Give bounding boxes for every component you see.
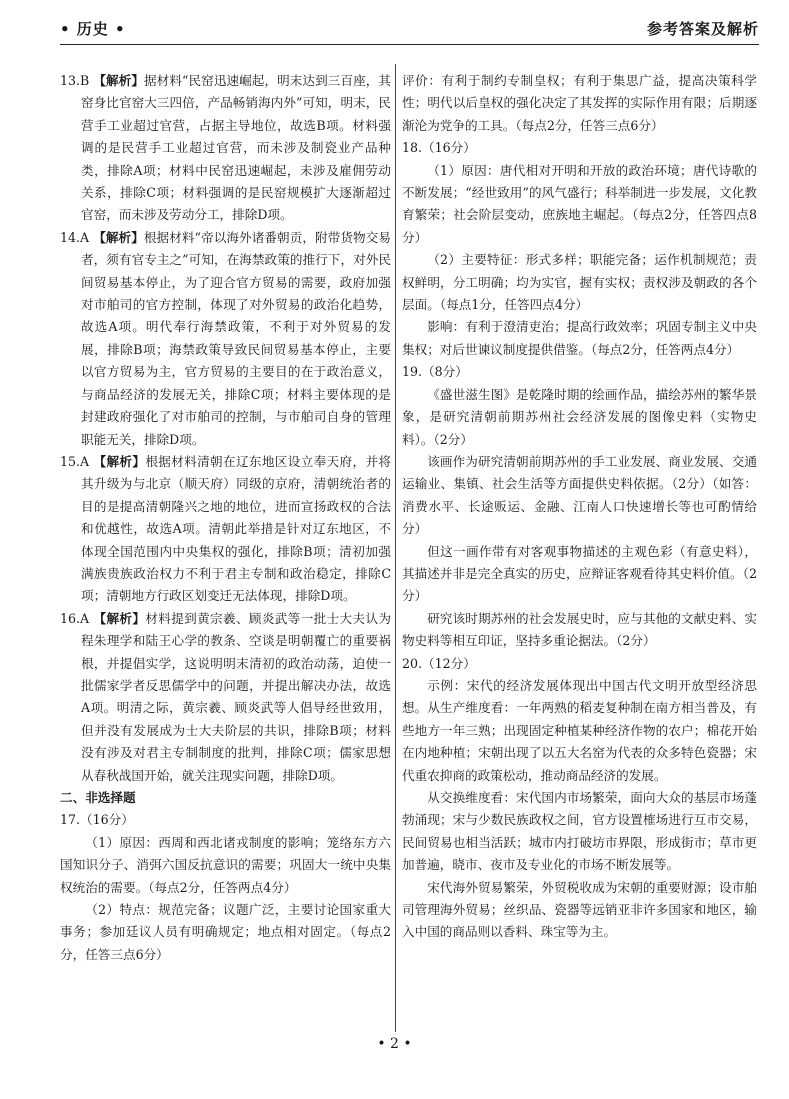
q17-evaluation: 评价：有利于制约专制皇权；有利于集思广益，提高决策科学性；明代以后皇权的强化决定了其发挥的实际作用有限；后期逐渐沦为党争的工具。（每点2分，任答三点6分） — [402, 73, 757, 133]
answer-letter: B — [80, 73, 90, 88]
page-header — [60, 14, 759, 42]
q19-part2: 该画作为研究清朝前期苏州的手工业发展、商业发展、交通运输业、集镇、社会生活等方面提供史料依据。（2分）（如答：消费水平、长途贩运、金融、江南人口快速增长等也可酌情给分） — [402, 453, 757, 537]
question-number: 15. — [60, 453, 81, 469]
question-20-heading: 20.（12分） — [402, 655, 476, 671]
question-15 — [60, 451, 391, 608]
left-column — [60, 70, 391, 966]
section-heading: 二、非选择题 — [60, 790, 136, 805]
analysis-tag: 【解析】 — [93, 610, 146, 626]
q19-part1: 《盛世滋生图》是乾隆时期的绘画作品，描绘苏州的繁华景象，是研究清朝前期苏州社会经济发展的图像史料（实物史料）。（2分） — [402, 386, 757, 447]
q18-part3: 影响：有利于澄清吏治；提高行政效率；巩固专制主义中央集权；对后世谏议制度提供借鉴。（每点2分，任答两点4分） — [402, 319, 757, 357]
q20-part1: 示例：宋代的经济发展体现出中国古代文明开放型经济思想。从生产维度看：一年两熟的稻麦复种制在南方相当普及，有些地方一年三熟；出现固定种植某种经济作物的农户；棉花开始在内地种植；宋朝出现了以五大名窑为代表的众多特色瓷器；宋代重农抑商的政策松动，推动商品经济的发展。 — [402, 677, 757, 783]
q19-part3: 但这一画作带有对客观事物描述的主观色彩（有意史料），其描述并非是完全真实的历史，应辩证客观看待其史料价值。（2分） — [402, 543, 757, 604]
analysis-text: 根据材料“帝以海外诸番朝贡，附带货物交易者，须有官专主之”可知，在海禁政策的推行下，对外民间贸易基本停止，为了迎合官方贸易的需要，政府加强对市舶司的官方控制，体现了对外贸易的政治化趋势，故选A项。明代奉行海禁政策，不利于对外贸易的发展，排除B项；海禁政策导致民间贸易基本停止，主要以官方贸易为主，官方贸易的主要目的在于政治意义，与商品经济的发展无关，排除C项；材料主要体现的是封建政府强化了对市舶司的控制，与市舶司自身的管理职能无关，排除D项。 — [81, 229, 391, 447]
q17-part2: （2）特点：规范完备；议题广泛，主要讨论国家重大事务；参加廷议人员有明确规定；地点相对固定。（每点2分，任答三点6分） — [60, 902, 391, 962]
question-14 — [60, 227, 391, 451]
question-16 — [60, 608, 391, 787]
subject-label: • 历史 • — [60, 20, 126, 38]
question-number: 16. — [60, 610, 81, 626]
q18-part2: （2）主要特征：形式多样；职能完备；运作机制规范；责权鲜明，分工明确；均为实官，握有实权；责权涉及朝政的各个层面。（每点1分，任答四点4分） — [402, 252, 757, 313]
column-divider — [395, 64, 396, 1032]
q20-part2: 从交换维度看：宋代国内市场繁荣，面向大众的基层市场蓬勃涌现；宋与少数民族政权之间，官方设置榷场进行互市交易，民间贸易也相当活跃；城市内打破坊市界限，形成街市；草市更加普遍，晓市、夜市及专业化的市场不断发展等。 — [402, 790, 757, 873]
answer-letter: A — [80, 610, 90, 626]
analysis-tag: 【解析】 — [93, 73, 145, 88]
question-number: 13. — [60, 73, 81, 88]
analysis-text: 材料提到黄宗羲、顾炎武等一批士大夫认为程朱理学和陆王心学的教条、空谈是明朝覆亡的重要祸根，并提倡实学，这说明明末清初的政治动荡，迫使一批儒家学者反思儒学中的问题，并提出解决办法，故选A项。明清之际，黄宗羲、顾炎武等人倡导经世致用，但并没有发展成为士大夫阶层的共识，排除B项；材料没有涉及对君主专制制度的批判，排除C项；儒家思想从春秋战国开始，就关注现实问题，排除D项。 — [81, 610, 392, 783]
analysis-text: 根据材料清朝在辽东地区设立奉天府，并将其升级为与北京（顺天府）同级的京府，清朝统治者的目的是提高清朝隆兴之地的地位，进而宣扬政权的合法和优越性，故选A项。清朝此举措是针对辽东地区，不体现全国范围内中央集权的强化，排除B项；清初加强满族贵族政治权力不利于君主专制和政治稳定，排除C项；清朝地方行政区划变迁无法体现，排除D项。 — [81, 453, 392, 604]
q17-part1: （1）原因：西周和西北诸戎制度的影响；笼络东方六国知识分子、消弭六国反抗意识的需要；巩固大一统中央集权统治的需要。（每点2分，任答两点4分） — [60, 834, 391, 895]
analysis-text: 据材料“民窑迅速崛起，明末达到三百座，其窑身比官窑大三四倍，产品畅销海内外”可知，明末，民营手工业超过官营，占据主导地位，故选B项。材料强调的是民营手工业超过官营，而未涉及制瓷业产品种类，排除A项；材料中民窑迅速崛起，未涉及雇佣劳动关系，排除C项；材料强调的是民窑规模扩大逐渐超过官窑，而未涉及劳动分工，排除D项。 — [81, 73, 391, 223]
question-17-heading: 17.（16分） — [60, 812, 134, 828]
question-13 — [60, 70, 391, 227]
question-19-heading: 19.（8分） — [402, 364, 468, 380]
answer-letter: A — [80, 453, 90, 469]
right-column — [402, 70, 757, 944]
header-rule — [60, 44, 759, 45]
page-number: • 2 • — [377, 1036, 412, 1052]
q20-part3: 宋代海外贸易繁荣，外贸税收成为宋朝的重要财源；设市舶司管理海外贸易；丝织品、瓷器等远销亚非许多国家和地区，输入中国的商品则以香料、珠宝等为主。 — [402, 879, 757, 940]
question-number: 14. — [60, 229, 81, 245]
q18-part1: （1）原因：唐代相对开明和开放的政治环境；唐代诗歌的不断发展；“经世致用”的风气盛行；科举制进一步发展，文化教育繁荣；社会阶层变动，庶族地主崛起。（每点2分，任答四点8分） — [402, 162, 757, 245]
analysis-tag: 【解析】 — [93, 453, 146, 469]
analysis-tag: 【解析】 — [93, 229, 144, 245]
question-18-heading: 18.（16分） — [402, 140, 476, 156]
answer-letter: A — [80, 229, 90, 245]
q19-part4: 研究该时期苏州的社会发展史时，应与其他的文献史料、实物史料等相互印证，坚持多重论据法。（2分） — [402, 610, 757, 649]
header-title: 参考答案及解析 — [646, 20, 759, 38]
